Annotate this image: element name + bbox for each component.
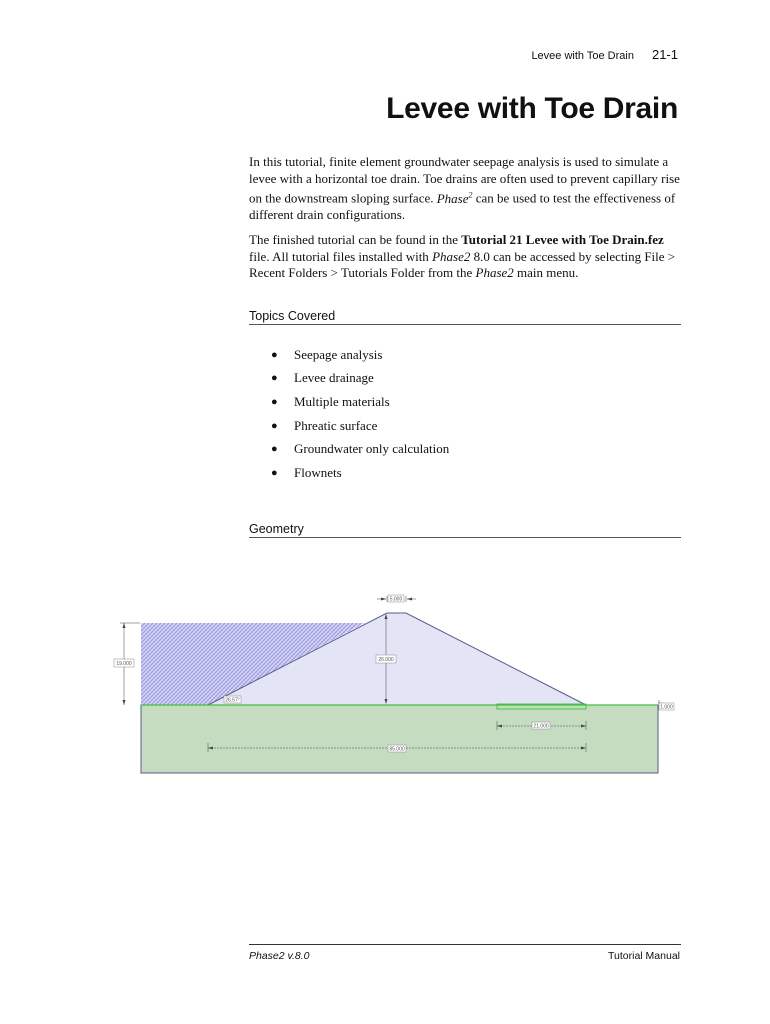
list-item: ● Seepage analysis — [271, 346, 383, 362]
footer-version: Phase2 v.8.0 — [249, 950, 310, 962]
geometry-heading: Geometry — [249, 522, 681, 538]
levee-geometry-figure — [110, 590, 673, 790]
phase2-name-3: Phase2 — [475, 265, 514, 281]
tutorial-file-name: Tutorial 21 Levee with Toe Drain.fez — [461, 232, 664, 247]
list-item: ● Multiple materials — [271, 393, 390, 409]
intro-p1-text: In this tutorial, finite element groundwater seepage analysis is used to simulate a levee with a horizontal toe drain. Toe drains are often used to prevent capillary rise on the downstream sloping surface. — [249, 154, 680, 206]
dim-upstream-slope: 26.57° — [225, 697, 240, 704]
dim-drain-length: 21.000 — [533, 723, 549, 730]
dim-water-height: 19.000 — [116, 661, 132, 667]
footer-rule — [249, 944, 681, 945]
foundation-material — [141, 705, 658, 773]
bullet-icon: ● — [271, 419, 278, 432]
intro-p2-a: The finished tutorial can be found in the — [249, 232, 459, 247]
intro-paragraph-2 — [249, 232, 681, 282]
page-title: Levee with Toe Drain — [386, 92, 678, 125]
intro-p2-b: file. All tutorial files installed with — [249, 248, 429, 264]
intro-paragraph-1 — [249, 154, 681, 224]
list-item: ● Flownets — [271, 464, 342, 480]
intro-p2-c: 8.0 can be accessed by selecting File > Recent Folders > Tutorials Folder from the — [249, 248, 676, 281]
list-item: ● Groundwater only calculation — [271, 441, 450, 457]
dim-base-length: 85.000 — [389, 746, 405, 753]
bullet-icon: ● — [271, 395, 278, 408]
intro-p2-d: main menu. — [517, 265, 579, 281]
bullet-icon: ● — [271, 348, 278, 361]
footer-manual: Tutorial Manual — [608, 950, 680, 962]
list-item: ● Phreatic surface — [271, 417, 378, 433]
intro-p1-tail: can be used to test the effectiveness of different drain configurations. — [249, 190, 676, 223]
dim-ground-offset: 1.000 — [660, 704, 673, 711]
bullet-icon: ● — [271, 466, 278, 479]
list-item: ● Levee drainage — [271, 370, 374, 386]
phase2-name: Phase$^2$ — [436, 190, 473, 206]
bullet-icon: ● — [271, 443, 278, 456]
dim-crest-width: 5.000 — [389, 596, 403, 603]
topics-list — [271, 343, 449, 485]
topics-heading: Topics Covered — [249, 309, 681, 325]
running-title: Levee with Toe Drain — [531, 50, 634, 62]
bullet-icon: ● — [271, 372, 278, 385]
phase2-name-2: Phase2 — [432, 248, 471, 264]
dim-levee-height: 26.000 — [378, 657, 394, 663]
running-header — [531, 47, 678, 62]
page-number: 21-1 — [651, 47, 678, 62]
